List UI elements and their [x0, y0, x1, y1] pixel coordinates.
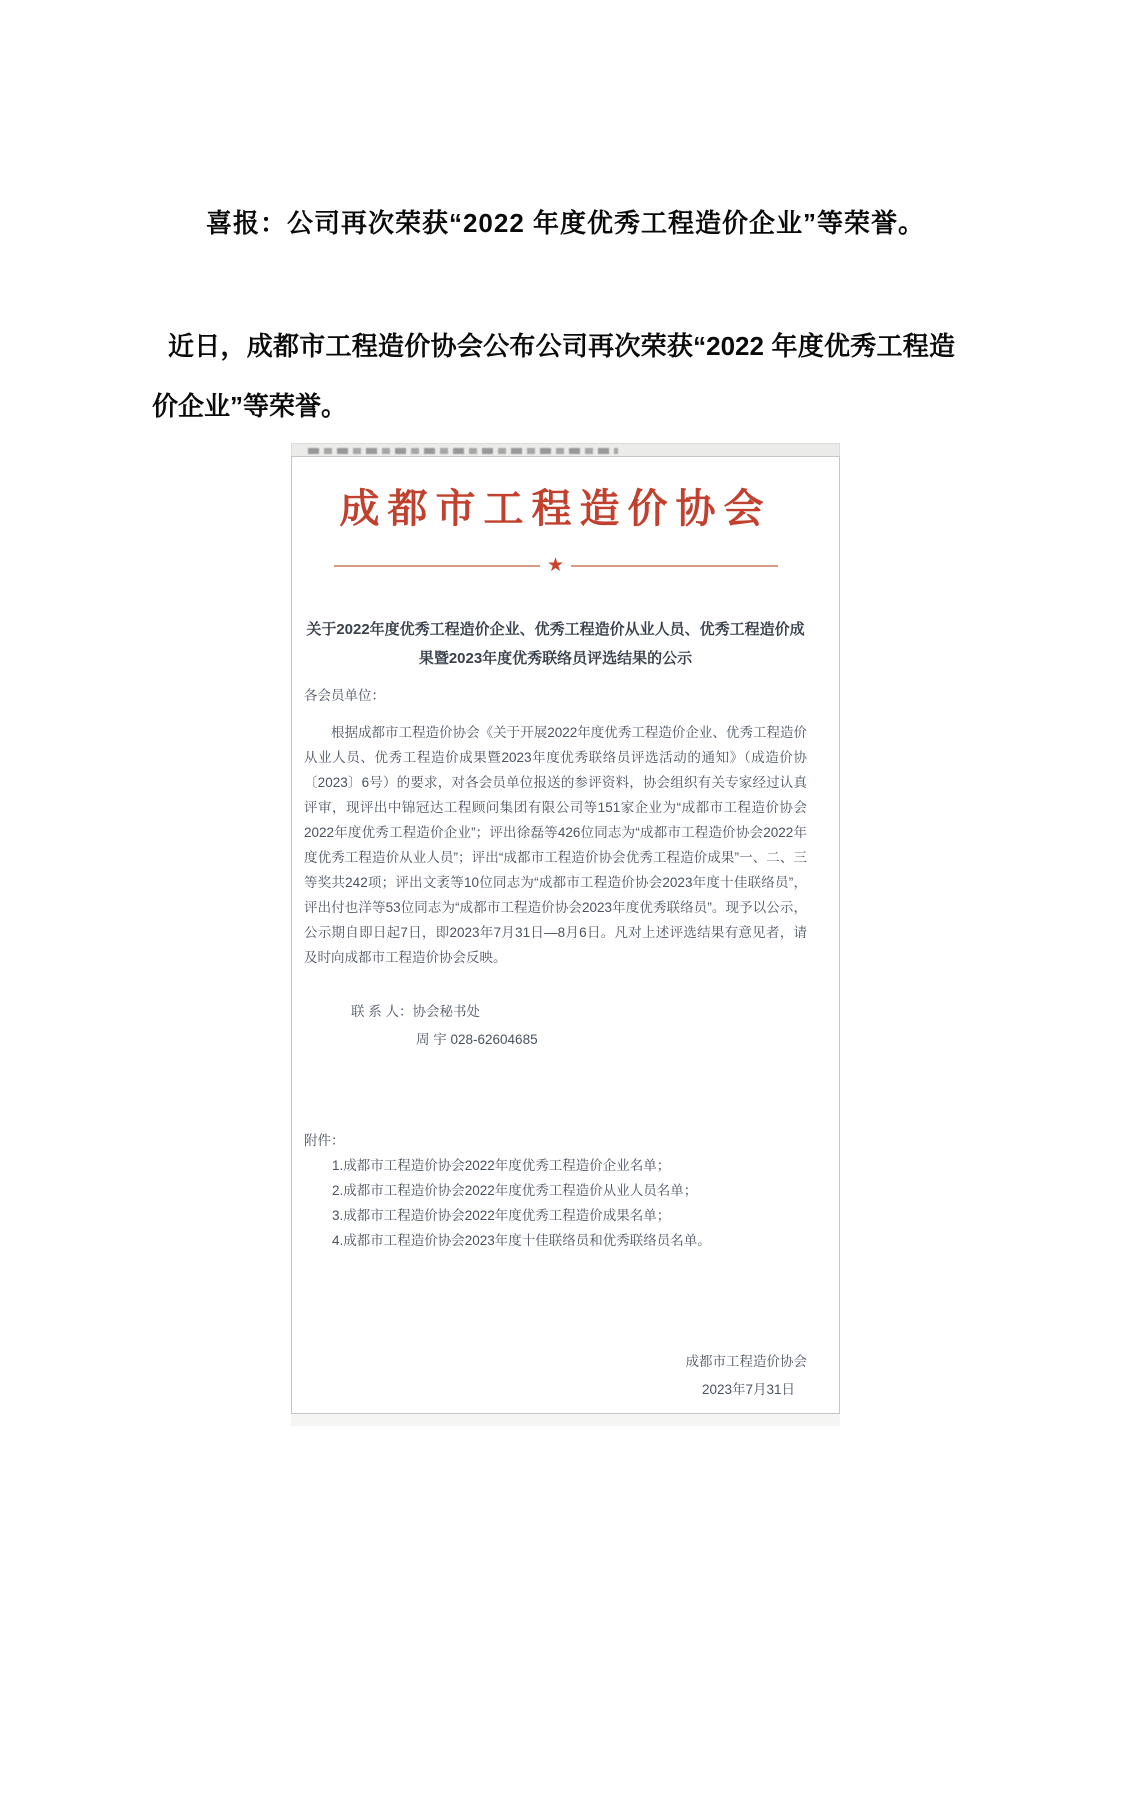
document-page [0, 205, 1131, 1805]
attachment-item: 3.成都市工程造价协会2022年度优秀工程造价成果名单； [332, 1208, 671, 1223]
screenshot-bottom-strip [291, 1414, 840, 1426]
notice-title: 关于2022年度优秀工程造价企业、优秀工程造价从业人员、优秀工程造价成果暨2023年度优秀联络员评选结果的公示 [306, 621, 805, 667]
star-icon: ★ [546, 555, 565, 576]
signature-block [304, 1348, 807, 1404]
notice-document [291, 456, 840, 1414]
screenshot-caption-bar [291, 443, 840, 456]
contact-block [304, 998, 807, 1054]
attachment-item: 1.成都市工程造价协会2022年度优秀工程造价企业名单； [332, 1158, 671, 1173]
page-title: 喜报：公司再次荣获“2022 年度优秀工程造价企业”等荣誉。 [205, 208, 926, 238]
divider-rule-right [571, 565, 777, 567]
contact-person: 联 系 人：协会秘书处 [351, 1004, 481, 1019]
attachment-item: 4.成都市工程造价协会2023年度十佳联络员和优秀联络员名单。 [332, 1233, 711, 1248]
star-divider [334, 555, 778, 576]
intro-paragraph: 近日，成都市工程造价协会公布公司再次荣获“2022 年度优秀工程造价企业”等荣誉。 [152, 331, 955, 421]
blurred-caption-text [308, 448, 618, 454]
signature-org: 成都市工程造价协会 [685, 1354, 807, 1369]
salutation: 各会员单位： [304, 688, 385, 703]
attachment-item: 2.成都市工程造价协会2022年度优秀工程造价从业人员名单； [332, 1183, 698, 1198]
notice-body-paragraph: 根据成都市工程造价协会《关于开展2022年度优秀工程造价企业、优秀工程造价从业人员、优秀工程造价成果暨2023年度优秀联络员评选活动的通知》（成造价协〔2023〕6号）的要求，对各会员单位报送的参评资料，协会组织有关专家经过认真评审，现评出中锦冠达工程顾问集团有限公司等151家企业为“成都市工程造价协会2022年度优秀工程造价企业”；评出徐磊等426位同志为“成都市工程造价协会2022年度优秀工程造价从业人员”；评出“成都市工程造价协会优秀工程造价成果”一、二、三等奖共242项；评出文袤等10位同志为“成都市工程造价协会2023年度十佳联络员”，评出付也洋等53位同志为“成都市工程造价协会2023年度优秀联络员”。现予以公示，公示期自即日起7日，即2023年7月31日—8月6日。凡对上述评选结果有意见者，请及时向成都市工程造价协会反映。 [304, 725, 807, 965]
contact-phone: 周 宇 028-62604685 [416, 1032, 538, 1047]
attachments-label: 附件： [304, 1133, 345, 1148]
divider-rule-left [334, 565, 540, 567]
signature-date: 2023年7月31日 [701, 1382, 795, 1397]
notice-screenshot [291, 443, 840, 1426]
association-name-header: 成都市工程造价协会 [339, 486, 772, 531]
